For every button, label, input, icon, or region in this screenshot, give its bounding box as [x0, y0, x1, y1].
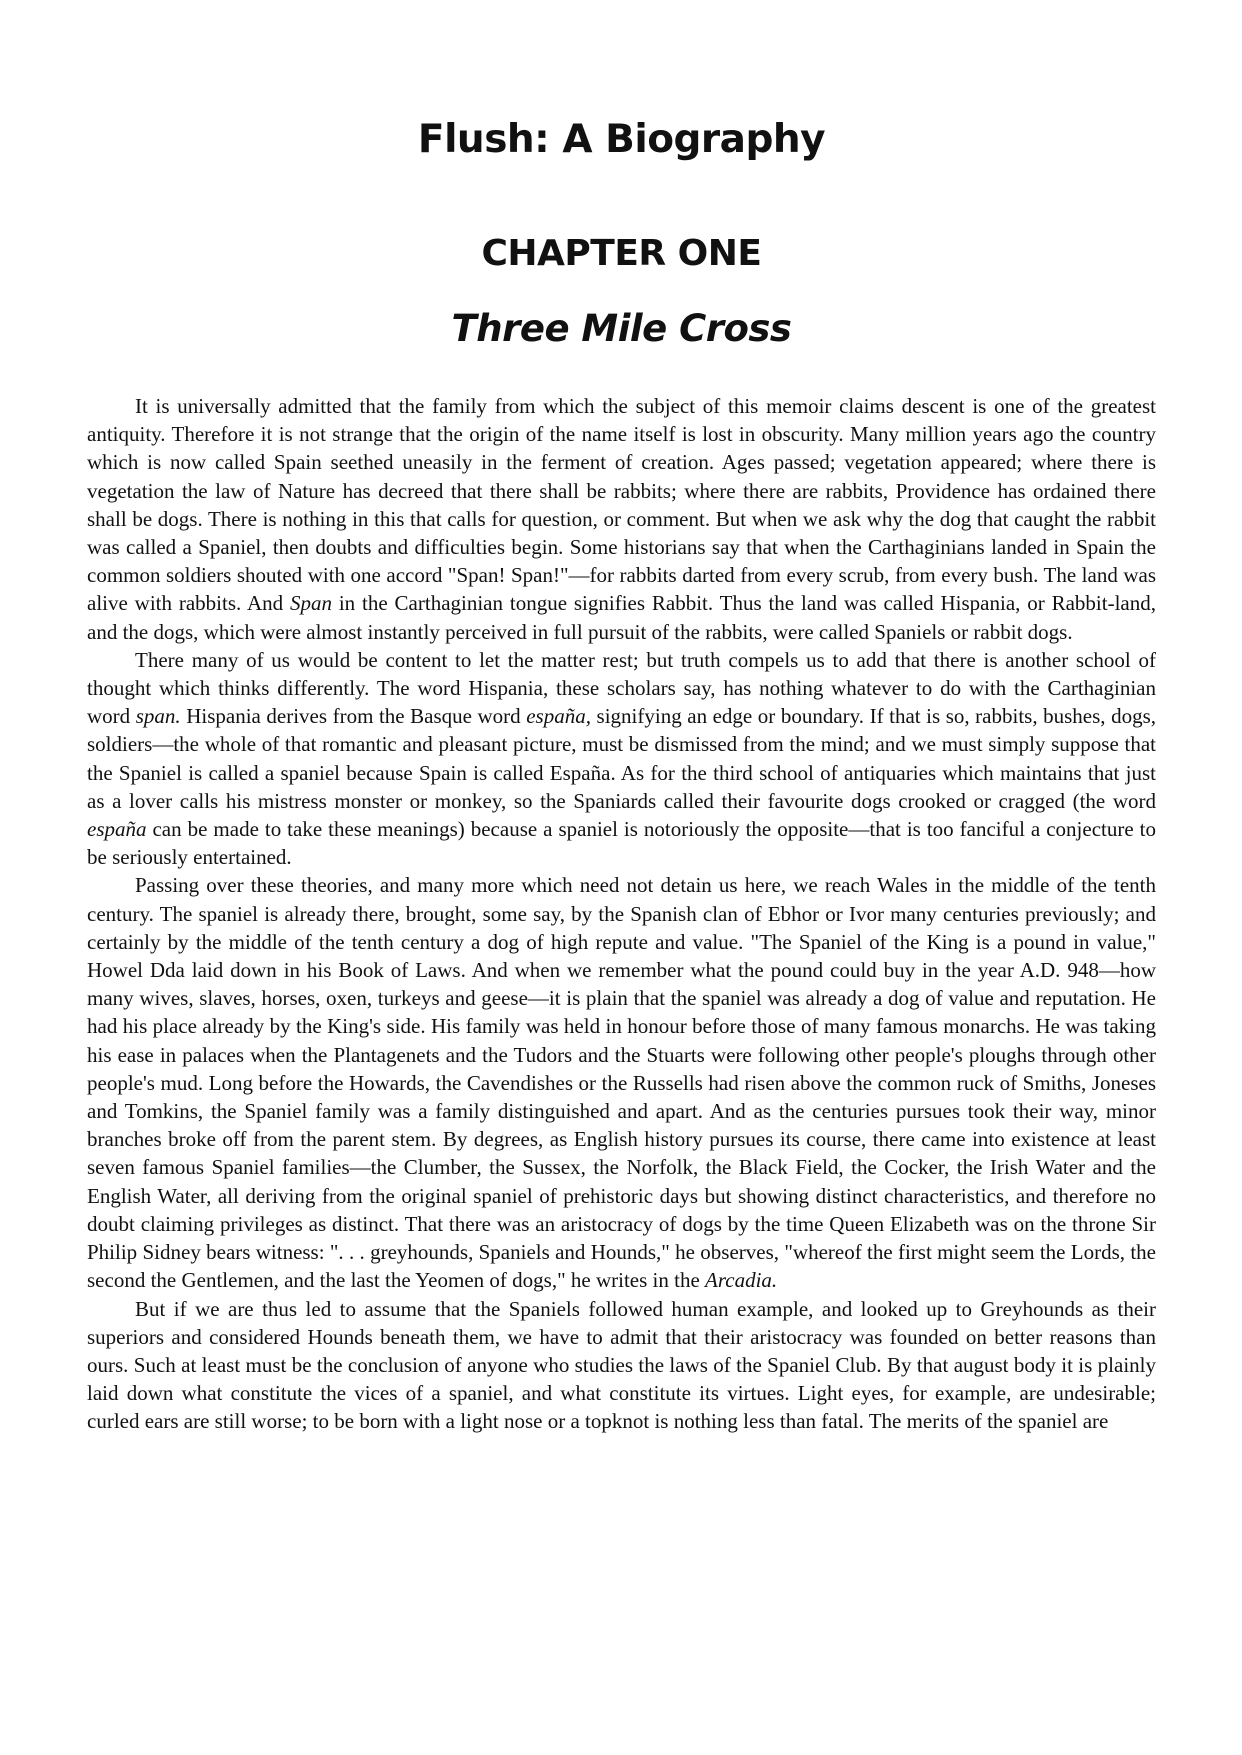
italic-word: españa [87, 817, 147, 842]
text-run: Passing over these theories, and many more which need not detain us here, we reach Wales in the middle of the tenth century. The spaniel is already there, brought, some say, by the Spanish clan of Ebhor or Ivor many centuries previously; and certainly by the middle of the tenth century a dog of high repute and value. "The Spaniel of the King is a pound in value," Howel Dda laid down in his Book of Laws. And when we remember what the pound could buy in the year A.D. 948—how many wives, slaves, horses, oxen, turkeys and geese—it is plain that the spaniel was already a dog of value and reputation. He had his place already by the King's side. His family was held in honour before those of many famous monarchs. He was taking his ease in palaces when the Plantagenets and the Tudors and the Stuarts were following other people's ploughs through other people's mud. Long before the Howards, the Cavendishes or the Russells had risen above the common ruck of Smiths, Joneses and Tomkins, the Spaniel family was a family distinguished and apart. And as the centuries pursues took their way, minor branches broke off from the parent stem. By degrees, as English history pursues its course, there came into existence at least seven famous Spaniel families—the Clumber, the Sussex, the Norfolk, the Black Field, the Cocker, the Irish Water and the English Water, all deriving from the original spaniel of prehistoric days but showing distinct characteristics, and therefore no doubt claiming privileges as distinct. That there was an aristocracy of dogs by the time Queen Elizabeth was on the throne Sir Philip Sidney bears witness: ". . . greyhounds, Spaniels and Hounds," he observes, "whereof the first might seem the Lords, the second the Gentlemen, and the last the Yeomen of dogs," he writes in the [87, 873, 1156, 1293]
paragraph [87, 392, 1156, 646]
paragraph [87, 646, 1156, 872]
body-text [87, 392, 1156, 1436]
book-title: Flush: A Biography [417, 117, 826, 162]
chapter-title: Three Mile Cross [451, 307, 792, 350]
text-run: in the Carthaginian tongue signifies Rabbit. Thus the land was called Hispania, or Rabbit-land, and the dogs, which were almost instantly perceived in full pursuit of the rabbits, were called Spaniels or rabbit dogs. [87, 591, 1156, 644]
italic-word: span. [135, 704, 181, 729]
text-run: Hispania derives from the Basque word [180, 704, 527, 729]
text-run: signifying an edge or boundary. If that is so, rabbits, bushes, dogs, soldiers—the whole of that romantic and pleasant picture, must be dismissed from the mind; and we must simply suppose that the Spaniel is called a spaniel because Spain is called España. As for the third school of antiquaries which maintains that just as a lover calls his mistress monster or monkey, so the Spaniards called their favourite dogs crooked or cragged (the word [87, 704, 1157, 813]
text-run: can be made to take these meanings) because a spaniel is notoriously the opposite—that is too fanciful a conjecture to be seriously entertained. [87, 817, 1156, 870]
chapter-number: CHAPTER ONE [481, 233, 762, 274]
text-run: There many of us would be content to let the matter rest; but truth compels us to add that there is another school of thought which thinks differently. The word Hispania, these scholars say, has nothing whatever to do with the Carthaginian word [87, 647, 1156, 729]
text-run: It is universally admitted that the family from which the subject of this memoir claims descent is one of the greatest antiquity. Therefore it is not strange that the origin of the name itself is lost in obscurity. Many million years ago the country which is now called Spain seethed uneasily in the ferment of creation. Ages passed; vegetation appeared; where there is vegetation the law of Nature has decreed that there shall be rabbits; where there are rabbits, Providence has ordained there shall be dogs. There is nothing in this that calls for question, or comment. But when we ask why the dog that caught the rabbit was called a Spaniel, then doubts and difficulties begin. Some historians say that when the Carthaginians landed in Spain the common soldiers shouted with one accord "Span! Span!"—for rabbits darted from every scrub, from every bush. The land was alive with rabbits. And [87, 394, 1156, 616]
paragraph [87, 871, 1156, 1294]
italic-word: españa, [526, 704, 591, 729]
text-run: But if we are thus led to assume that the Spaniels followed human example, and looked up to Greyhounds as their superiors and considered Hounds beneath them, we have to admit that their aristocracy was founded on better reasons than ours. Such at least must be the conclusion of anyone who studies the laws of the Spaniel Club. By that august body it is plainly laid down what constitute the vices of a spaniel, and what constitute its virtues. Light eyes, for example, are undesirable; curled ears are still worse; to be born with a light nose or a topknot is nothing less than fatal. The merits of the spaniel are [87, 1296, 1156, 1434]
paragraph [87, 1295, 1156, 1436]
italic-word: Arcadia. [705, 1268, 778, 1293]
italic-word: Span [289, 591, 332, 616]
